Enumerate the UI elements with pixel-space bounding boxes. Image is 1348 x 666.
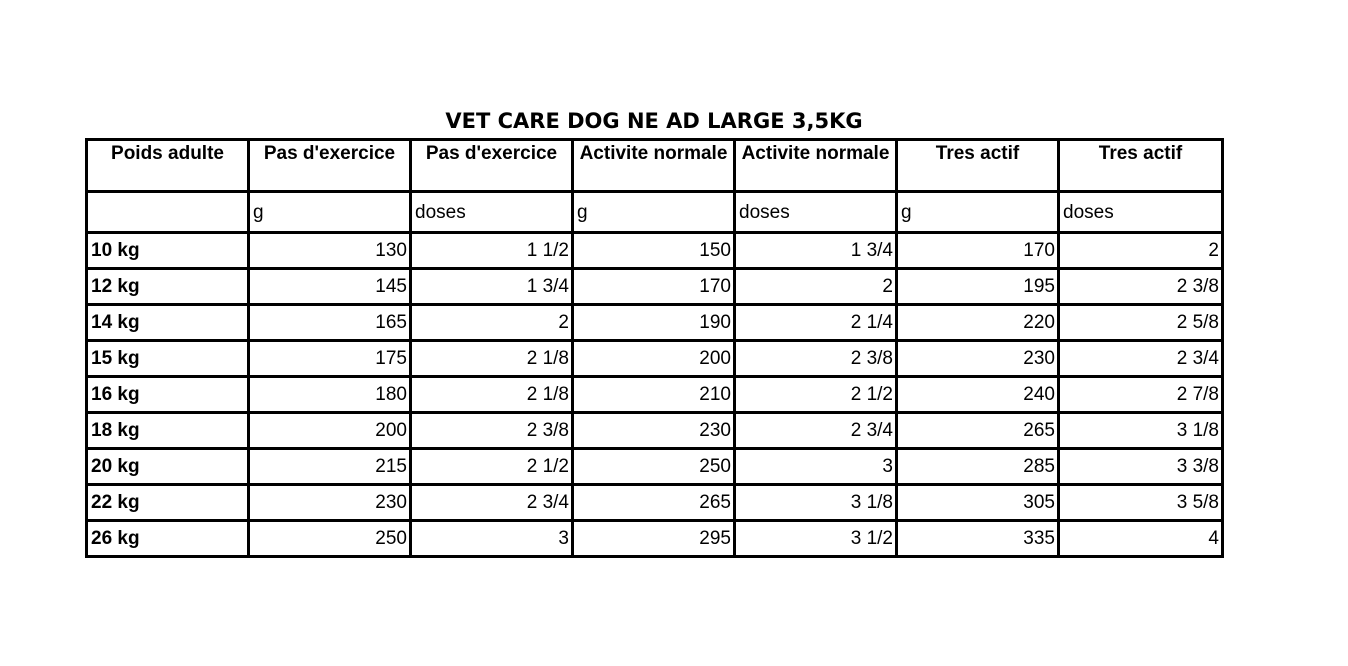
value-cell: 3 5/8 [1059, 485, 1223, 521]
value-cell: 2 3/4 [1059, 341, 1223, 377]
weight-cell: 15 kg [87, 341, 249, 377]
value-cell: 2 [411, 305, 573, 341]
value-cell: 145 [249, 269, 411, 305]
value-cell: 190 [573, 305, 735, 341]
value-cell: 1 3/4 [735, 233, 897, 269]
value-cell: 230 [897, 341, 1059, 377]
value-cell: 335 [897, 521, 1059, 557]
value-cell: 2 1/2 [735, 377, 897, 413]
value-cell: 2 3/8 [411, 413, 573, 449]
value-cell: 130 [249, 233, 411, 269]
unit-cell [87, 192, 249, 233]
value-cell: 3 1/2 [735, 521, 897, 557]
value-cell: 2 3/4 [735, 413, 897, 449]
value-cell: 2 [1059, 233, 1223, 269]
value-cell: 250 [249, 521, 411, 557]
value-cell: 2 5/8 [1059, 305, 1223, 341]
value-cell: 200 [573, 341, 735, 377]
value-cell: 2 3/8 [1059, 269, 1223, 305]
value-cell: 250 [573, 449, 735, 485]
value-cell: 170 [573, 269, 735, 305]
table-row [87, 377, 1223, 413]
header-cell: Activite normale [735, 140, 897, 192]
value-cell: 210 [573, 377, 735, 413]
header-cell: Activite normale [573, 140, 735, 192]
value-cell: 3 [735, 449, 897, 485]
header-cell: Tres actif [897, 140, 1059, 192]
unit-cell: doses [735, 192, 897, 233]
weight-cell: 20 kg [87, 449, 249, 485]
value-cell: 2 1/2 [411, 449, 573, 485]
value-cell: 3 1/8 [735, 485, 897, 521]
value-cell: 195 [897, 269, 1059, 305]
value-cell: 230 [249, 485, 411, 521]
table-row [87, 485, 1223, 521]
header-cell: Pas d'exercice [411, 140, 573, 192]
unit-cell: g [249, 192, 411, 233]
value-cell: 170 [897, 233, 1059, 269]
weight-cell: 10 kg [87, 233, 249, 269]
value-cell: 150 [573, 233, 735, 269]
header-row [87, 140, 1223, 192]
units-row [87, 192, 1223, 233]
value-cell: 265 [897, 413, 1059, 449]
value-cell: 200 [249, 413, 411, 449]
feeding-table [85, 138, 1224, 558]
header-cell: Poids adulte [87, 140, 249, 192]
value-cell: 305 [897, 485, 1059, 521]
value-cell: 175 [249, 341, 411, 377]
unit-cell: doses [411, 192, 573, 233]
value-cell: 3 3/8 [1059, 449, 1223, 485]
value-cell: 2 1/4 [735, 305, 897, 341]
value-cell: 265 [573, 485, 735, 521]
unit-cell: g [573, 192, 735, 233]
value-cell: 220 [897, 305, 1059, 341]
table-row [87, 269, 1223, 305]
weight-cell: 22 kg [87, 485, 249, 521]
weight-cell: 26 kg [87, 521, 249, 557]
value-cell: 2 7/8 [1059, 377, 1223, 413]
weight-cell: 18 kg [87, 413, 249, 449]
value-cell: 2 1/8 [411, 377, 573, 413]
document-title: VET CARE DOG NE AD LARGE 3,5KG [445, 109, 863, 133]
value-cell: 230 [573, 413, 735, 449]
table-row [87, 341, 1223, 377]
table-row [87, 305, 1223, 341]
weight-cell: 14 kg [87, 305, 249, 341]
value-cell: 240 [897, 377, 1059, 413]
weight-cell: 12 kg [87, 269, 249, 305]
value-cell: 3 [411, 521, 573, 557]
value-cell: 2 1/8 [411, 341, 573, 377]
value-cell: 215 [249, 449, 411, 485]
value-cell: 4 [1059, 521, 1223, 557]
value-cell: 2 3/4 [411, 485, 573, 521]
value-cell: 2 3/8 [735, 341, 897, 377]
weight-cell: 16 kg [87, 377, 249, 413]
table-row [87, 233, 1223, 269]
value-cell: 1 1/2 [411, 233, 573, 269]
table-row [87, 413, 1223, 449]
unit-cell: doses [1059, 192, 1223, 233]
value-cell: 295 [573, 521, 735, 557]
table-row [87, 521, 1223, 557]
header-cell: Tres actif [1059, 140, 1223, 192]
unit-cell: g [897, 192, 1059, 233]
value-cell: 180 [249, 377, 411, 413]
value-cell: 3 1/8 [1059, 413, 1223, 449]
value-cell: 165 [249, 305, 411, 341]
value-cell: 2 [735, 269, 897, 305]
header-cell: Pas d'exercice [249, 140, 411, 192]
table-row [87, 449, 1223, 485]
value-cell: 285 [897, 449, 1059, 485]
value-cell: 1 3/4 [411, 269, 573, 305]
